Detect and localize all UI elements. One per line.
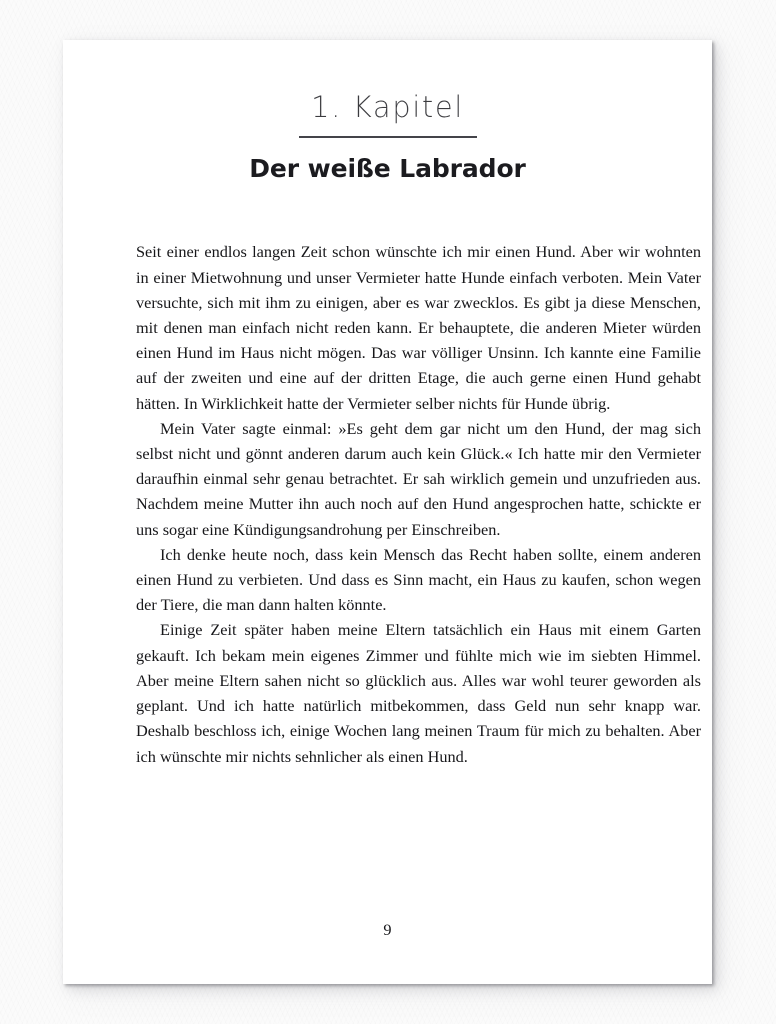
chapter-title: Der weiße Labrador [249, 154, 526, 184]
chapter-number-label: 1. Kapitel [311, 90, 464, 124]
body-text-block [63, 184, 712, 768]
paragraph: Seit einer endlos langen Zeit schon wünschte ich mir einen Hund. Aber wir wohnten in einer Mietwohnung und unser Vermieter hatte Hunde einfach verboten. Mein Vater versuchte, sich mit ihm zu einigen, aber es war zwecklos. Es gibt ja diese Menschen, mit denen man einfach nicht reden kann. Er behauptete, die anderen Mieter würden einen Hund im Haus nicht mögen. Das war völliger Unsinn. Ich kannte eine Familie auf der zweiten und eine auf der dritten Etage, die auch gerne einen Hund gehabt hätten. In Wirklichkeit hatte der Vermieter selber nichts für Hunde übrig. [136, 242, 701, 413]
paragraph: Ich denke heute noch, dass kein Mensch das Recht haben sollte, einem anderen einen Hund zu verbieten. Und dass es Sinn macht, ein Haus zu kaufen, schon wegen der Tiere, die man dann halten könnte. [136, 544, 701, 615]
chapter-header [63, 40, 712, 184]
book-page [63, 40, 712, 984]
page-content-area [63, 40, 712, 984]
paragraph: Einige Zeit später haben meine Eltern tatsächlich ein Haus mit einem Garten gekauft. Ich bekam mein eigenes Zimmer und fühlte mich wie im siebten Himmel. Aber meine Eltern sahen nicht so glücklich aus. Alles war wohl teurer geworden als geplant. Und ich hatte natürlich mitbekommen, dass Geld nun sehr knapp war. Deshalb beschloss ich, einige Wochen lang meinen Traum für mich zu behalten. Aber ich wünschte mir nichts sehnlicher als einen Hund. [136, 620, 701, 766]
page-number: 9 [383, 920, 392, 939]
paragraph: Mein Vater sagte einmal: »Es geht dem gar nicht um den Hund, der mag sich selbst nicht und gönnt anderen darum auch kein Glück.« Ich hatte mir den Vermieter daraufhin einmal sehr genau betrachtet. Er sah wirklich gemein und unzufrieden aus. Nachdem meine Mutter ihn auch noch auf den Hund angesprochen hatte, schickte er uns sogar eine Kündigungsandrohung per Einschreiben. [136, 418, 701, 539]
